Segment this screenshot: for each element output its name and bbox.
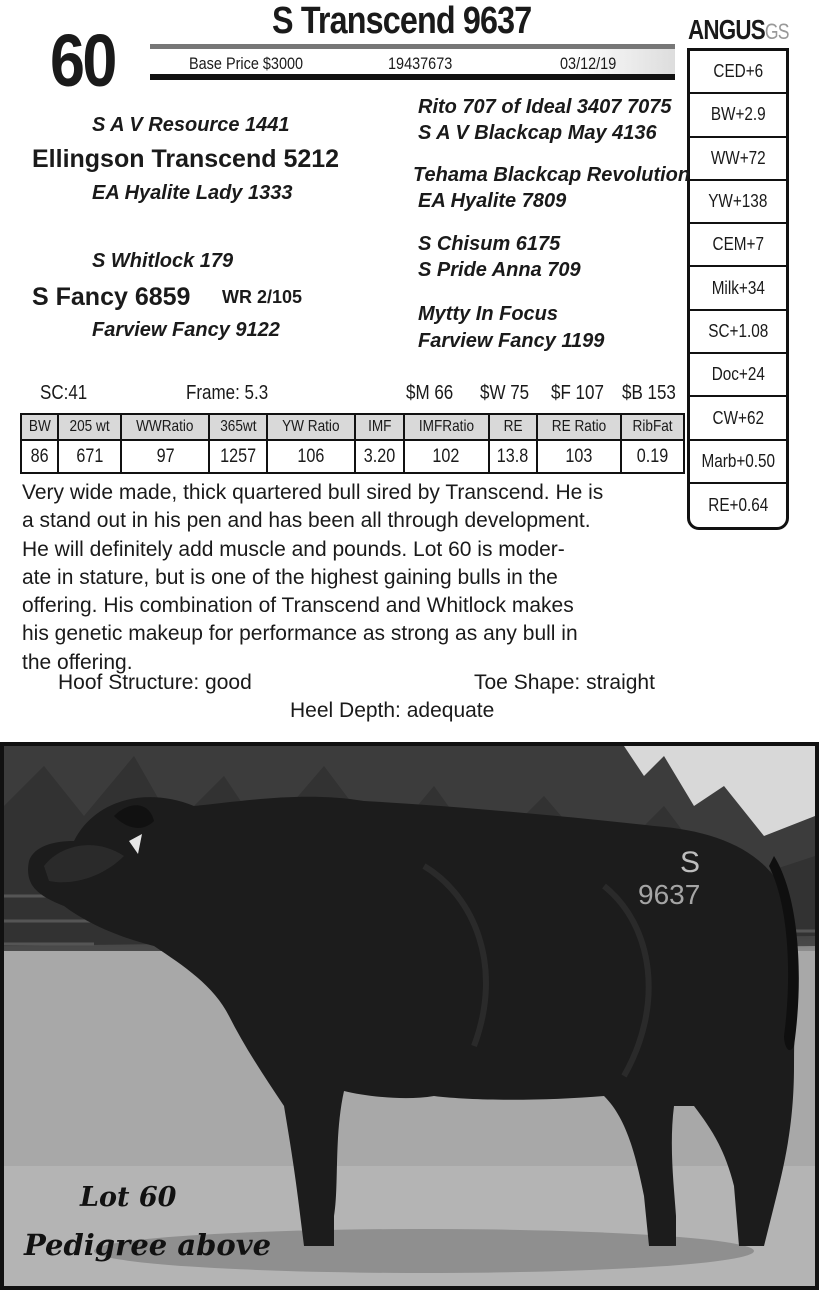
val-imf: 3.20 [355, 440, 403, 473]
performance-value-row [21, 440, 684, 473]
val-ww-ratio: 97 [121, 440, 209, 473]
pedigree-ss-sire: Rito 707 of Ideal 3407 7075 [418, 96, 672, 118]
brand-number: 9637 [638, 879, 701, 910]
pedigree-sd-dam: EA Hyalite 7809 [418, 190, 567, 212]
pedigree-dam-ratio: WR 2/105 [222, 287, 303, 307]
pedigree-ds-dam: S Pride Anna 709 [418, 259, 581, 281]
epd-bw: BW+2.9 [690, 94, 786, 137]
description-line: the offering. [22, 650, 133, 674]
trait-heel: Heel Depth: adequate [290, 699, 495, 722]
caption-lot: Lot 60 [80, 1182, 177, 1213]
trait-toe: Toe Shape: straight [474, 671, 655, 694]
epd-box [687, 48, 789, 530]
registration-number: 19437673 [388, 54, 453, 73]
col-imf-ratio: IMFRatio [404, 414, 489, 440]
birth-date: 03/12/19 [560, 54, 617, 73]
logo-brand: ANGUS [688, 14, 765, 45]
epd-sc: SC+1.08 [690, 311, 786, 354]
pedigree-sire: Ellingson Transcend 5212 [32, 145, 340, 173]
val-re-ratio: 103 [537, 440, 621, 473]
pedigree-dam-dam: Farview Fancy 9122 [92, 319, 280, 341]
col-365wt: 365wt [209, 414, 267, 440]
pedigree-sire-dam: EA Hyalite Lady 1333 [92, 182, 293, 204]
description-line: his genetic makeup for performance as strong as any bull in [22, 622, 578, 646]
pedigree-sd-sire: Tehama Blackcap Revolution [413, 164, 691, 186]
stat-sc: SC:41 [40, 382, 88, 404]
pedigree-ss-dam: S A V Blackcap May 4136 [418, 122, 657, 144]
description-line: a stand out in his pen and has been all through development. [22, 509, 591, 533]
col-bw: BW [21, 414, 58, 440]
caption-pedigree: Pedigree above [24, 1228, 272, 1262]
pedigree-sire-sire: S A V Resource 1441 [92, 114, 290, 136]
brand-mark: S [680, 846, 701, 879]
bull-photo [0, 742, 819, 1290]
val-205wt: 671 [58, 440, 121, 473]
pedigree-ds-sire: S Chisum 6175 [418, 233, 561, 255]
col-yw-ratio: YW Ratio [267, 414, 355, 440]
epd-yw: YW+138 [690, 181, 786, 224]
val-rib-fat: 0.19 [621, 440, 684, 473]
epd-cem: CEM+7 [690, 224, 786, 267]
val-imf-ratio: 102 [404, 440, 489, 473]
val-bw: 86 [21, 440, 58, 473]
angus-gs-logo [688, 14, 789, 46]
trait-hoof: Hoof Structure: good [58, 671, 252, 694]
epd-cw: CW+62 [690, 397, 786, 440]
val-re: 13.8 [489, 440, 537, 473]
description [22, 479, 692, 677]
col-rib-fat: RibFat [621, 414, 684, 440]
epd-ced: CED+6 [690, 51, 786, 94]
pedigree-dam: S Fancy 6859 [32, 283, 191, 311]
stat-dollar-m: $M 66 [406, 382, 454, 404]
col-re: RE [489, 414, 537, 440]
pedigree-dd-dam: Farview Fancy 1199 [418, 330, 605, 352]
lot-number: 60 [50, 19, 115, 102]
logo-suffix: GS [764, 19, 789, 44]
val-yw-ratio: 106 [267, 440, 355, 473]
performance-header-row [21, 414, 684, 440]
epd-ww: WW+72 [690, 138, 786, 181]
pedigree-dd-sire: Mytty In Focus [418, 303, 559, 325]
col-imf: IMF [355, 414, 403, 440]
val-365wt: 1257 [209, 440, 267, 473]
description-line: He will definitely add muscle and pounds. Lot 60 is moder- [22, 537, 565, 561]
epd-milk: Milk+34 [690, 267, 786, 310]
base-price: Base Price $3000 [189, 54, 304, 73]
col-205wt: 205 wt [58, 414, 121, 440]
epd-re: RE+0.64 [708, 495, 768, 516]
bull-name: S Transcend 9637 [272, 0, 532, 42]
stat-dollar-b: $B 153 [622, 382, 676, 404]
description-line: Very wide made, thick quartered bull sired by Transcend. He is [22, 481, 604, 504]
performance-table [20, 413, 685, 474]
col-re-ratio: RE Ratio [537, 414, 621, 440]
stat-dollar-w: $W 75 [480, 382, 530, 404]
col-ww-ratio: WWRatio [121, 414, 209, 440]
epd-doc: Doc+24 [690, 354, 786, 397]
pedigree-dam-sire: S Whitlock 179 [92, 250, 234, 272]
stat-frame: Frame: 5.3 [186, 382, 269, 404]
description-line: offering. His combination of Transcend and Whitlock makes [22, 594, 574, 618]
description-line: ate in stature, but is one of the highest gaining bulls in the [22, 565, 558, 589]
epd-marb: Marb+0.50 [690, 441, 786, 484]
stat-dollar-f: $F 107 [551, 382, 604, 404]
